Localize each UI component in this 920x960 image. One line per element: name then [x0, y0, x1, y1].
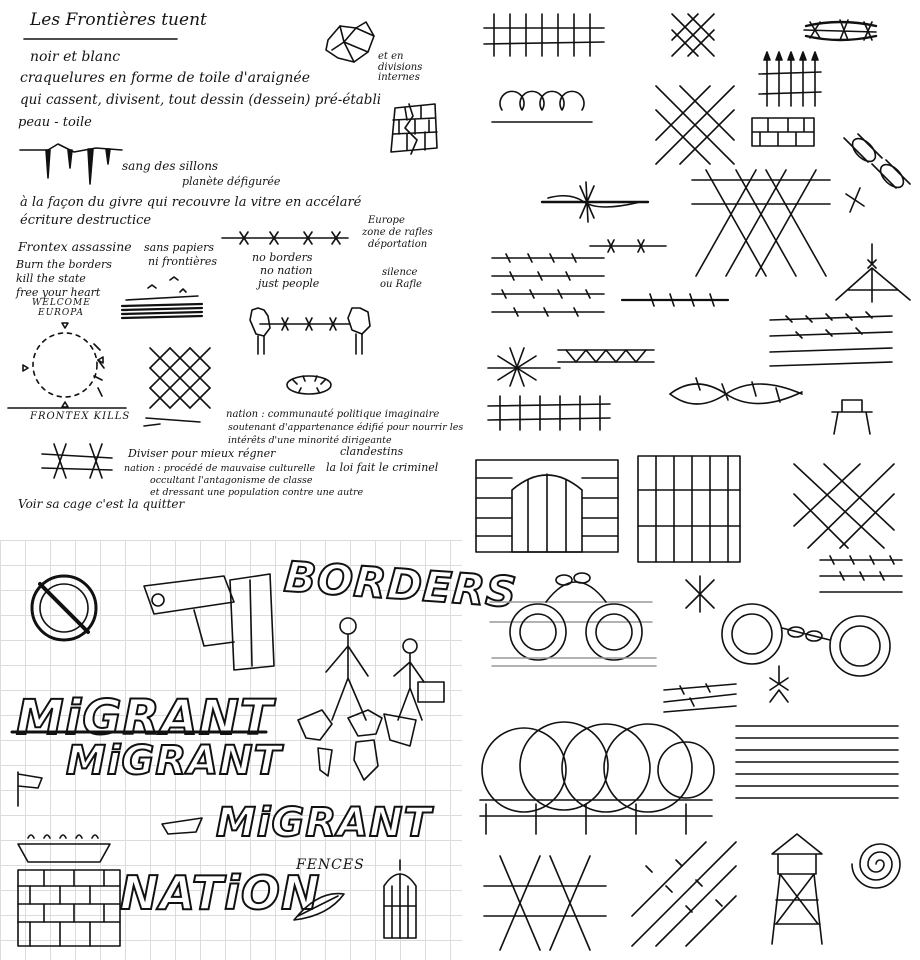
twisted-coil-icon	[666, 368, 806, 418]
picket-fence-icon	[480, 8, 610, 58]
birds-over-wire-icon	[118, 272, 208, 322]
note-divisions: et en divisions internes	[378, 51, 423, 83]
spiral-icon	[842, 824, 918, 914]
knotted-post-icon	[828, 240, 918, 304]
note-frontex: Frontex assassine	[18, 239, 132, 254]
note-burn-2: kill the state	[16, 272, 86, 285]
knot-small-icon	[764, 664, 794, 704]
wire-rows-icon	[488, 250, 608, 330]
chain-links-icon	[838, 128, 916, 218]
mesh-cross-icon	[626, 836, 746, 954]
brick-door-icon	[472, 456, 622, 556]
watch-tower-small-icon	[822, 396, 882, 436]
diamond-mesh-icon	[668, 10, 718, 60]
barbed-knot-icon	[484, 342, 564, 392]
note-givre: à la façon du givre qui recouvre la vitre en accélaré	[20, 195, 362, 210]
no-symbol-icon	[24, 568, 104, 648]
note-no-borders: no borders	[252, 251, 313, 264]
barbed-wreath-icon	[285, 372, 335, 398]
note-sans-papiers: sans papiers	[144, 241, 215, 254]
note-loi: la loi fait le criminel	[326, 461, 439, 474]
notes-panel	[0, 0, 464, 540]
handcuffs-chain-icon	[486, 562, 656, 672]
thin-barbed-wire-icon	[620, 288, 730, 312]
barbed-line-icon	[220, 228, 350, 248]
flag-icon	[12, 768, 52, 808]
migrant-graffiti-1: MiGRANT	[16, 690, 274, 746]
note-line-1: noir et blanc	[30, 49, 121, 65]
note-nation2-3: et dressant une population contre une autre	[150, 487, 364, 498]
cracked-cluster-icon	[318, 18, 378, 68]
migrant-graffiti-2: MiGRANT	[66, 738, 282, 784]
barbed-wire-strand-icon	[540, 172, 650, 232]
fence-studies-panel	[470, 0, 920, 450]
coil-wire-icon	[488, 86, 598, 132]
nation-graffiti: NATiON	[120, 866, 321, 920]
note-nation-def-3: intérêts d'une minorité dirigeante	[228, 435, 392, 446]
brick-base-icon	[748, 110, 818, 150]
note-no-nation: no nation	[260, 264, 313, 277]
title-underline	[22, 36, 182, 42]
note-line-2: craquelures en forme de toile d'araignée	[20, 70, 310, 86]
fists-barbed-wire-icon	[230, 300, 380, 356]
note-line-3: qui cassent, divisent, tout dessin (dessein) pré-établi	[20, 92, 382, 108]
tied-posts-icon	[480, 846, 610, 956]
spiked-gate-icon	[755, 48, 825, 110]
brick-crack-icon	[385, 100, 445, 160]
note-clandestins: clandestins	[340, 445, 404, 458]
post-fence-icon	[484, 392, 614, 432]
note-nation-def-1: nation : communauté politique imaginaire	[226, 409, 440, 420]
note-nation2-2: occultant l'antagonisme de classe	[150, 475, 313, 486]
diamond-fence-icon	[788, 458, 898, 548]
note-europe-3: déportation	[368, 239, 428, 250]
note-line-4: peau - toile	[18, 115, 92, 130]
note-welcome: WELCOME	[32, 298, 91, 308]
boat-icon	[14, 828, 114, 868]
crossed-fence-icon	[38, 440, 118, 480]
razor-wire-coils-icon	[476, 710, 716, 840]
notes-title: Les Frontières tuent	[30, 10, 207, 30]
note-planete: planète défigurée	[182, 175, 281, 188]
note-burn-3: free your heart	[16, 286, 101, 299]
graffiti-panel	[0, 540, 519, 960]
migrant-graffiti-3: MiGRANT	[216, 800, 432, 846]
note-burn-1: Burn the borders	[16, 258, 112, 271]
note-diviser: Diviser pour mieux régner	[128, 447, 276, 460]
note-silence-2: ou Rafle	[380, 279, 422, 290]
cctv-camera-icon	[134, 566, 284, 676]
note-ni-frontieres: ni frontières	[148, 255, 217, 268]
confinement-panel	[466, 450, 920, 960]
note-europe-2: zone de rafles	[362, 227, 433, 238]
note-europa: EUROPA	[38, 308, 85, 318]
chain-link-fence-icon	[140, 338, 220, 428]
birdcage-icon	[378, 856, 422, 944]
horizontal-lines-icon	[732, 720, 902, 810]
world-map-icon	[292, 700, 422, 790]
small-figures-icon	[88, 340, 112, 400]
diagonal-wire-rows-icon	[766, 310, 896, 370]
fences-label: FENCES	[296, 857, 365, 873]
note-frontex-kills: FRONTEX KILLS	[30, 411, 131, 422]
prison-bars-icon	[634, 450, 744, 568]
small-boat-icon	[158, 808, 206, 836]
dripping-line-icon	[18, 138, 128, 188]
note-nation2-1: nation : procédé de mauvaise culturelle	[124, 463, 316, 474]
graffiti-stroke-line	[10, 728, 270, 736]
zigzag-band-icon	[556, 346, 656, 366]
note-europe-1: Europe	[368, 215, 405, 226]
note-sang: sang des sillons	[122, 159, 219, 173]
brick-wall-icon	[14, 866, 124, 950]
twisted-wire-icon	[800, 10, 880, 50]
borders-graffiti: BORDERS	[282, 551, 519, 618]
note-silence-1: silence	[382, 267, 418, 278]
chain-mesh-icon	[650, 80, 740, 170]
note-cage: Voir sa cage c'est la quitter	[18, 497, 185, 511]
note-ecriture: écriture destructice	[20, 213, 152, 228]
note-just-people: just people	[258, 277, 320, 290]
watch-tower-icon	[762, 830, 832, 948]
feather-icon	[288, 886, 348, 926]
criss-cross-fence-icon	[686, 160, 836, 280]
handcuffs-icon	[712, 588, 902, 688]
frontex-kills-line	[8, 406, 128, 410]
note-nation-def-2: soutenant d'appartenance édifié pour nourrir les	[228, 422, 464, 433]
